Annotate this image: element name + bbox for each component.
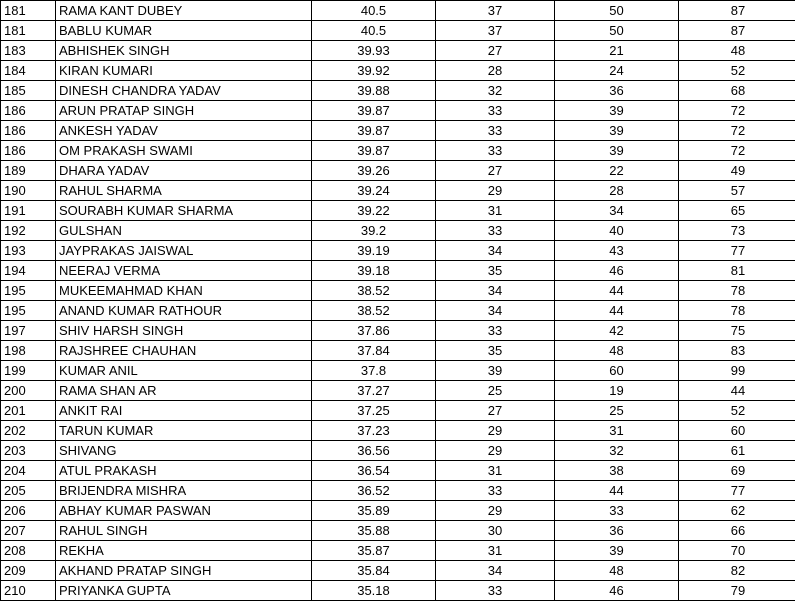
part-b-cell[interactable]: 36 [555,81,679,101]
part-b-cell[interactable]: 44 [555,301,679,321]
name-cell[interactable]: TARUN KUMAR [56,421,312,441]
rank-cell[interactable]: 181 [1,21,56,41]
part-a-cell[interactable]: 34 [436,561,555,581]
score-cell[interactable]: 37.25 [312,401,436,421]
score-cell[interactable]: 39.24 [312,181,436,201]
total-cell[interactable]: 99 [679,361,795,381]
part-a-cell[interactable]: 33 [436,221,555,241]
table-row[interactable] [1,341,795,361]
part-a-cell[interactable]: 34 [436,301,555,321]
score-cell[interactable]: 37.23 [312,421,436,441]
name-cell[interactable]: NEERAJ VERMA [56,261,312,281]
score-cell[interactable]: 39.87 [312,121,436,141]
name-cell[interactable]: RAHUL SINGH [56,521,312,541]
score-cell[interactable]: 39.26 [312,161,436,181]
part-b-cell[interactable]: 42 [555,321,679,341]
total-cell[interactable]: 48 [679,41,795,61]
score-cell[interactable]: 37.84 [312,341,436,361]
part-b-cell[interactable]: 39 [555,121,679,141]
rank-cell[interactable]: 186 [1,141,56,161]
total-cell[interactable]: 77 [679,241,795,261]
total-cell[interactable]: 83 [679,341,795,361]
part-b-cell[interactable]: 24 [555,61,679,81]
part-a-cell[interactable]: 31 [436,461,555,481]
part-b-cell[interactable]: 50 [555,1,679,21]
part-a-cell[interactable]: 29 [436,421,555,441]
table-row[interactable] [1,121,795,141]
rank-cell[interactable]: 203 [1,441,56,461]
results-table-body [1,1,795,601]
total-cell[interactable]: 73 [679,221,795,241]
name-cell[interactable]: ARUN PRATAP SINGH [56,101,312,121]
part-a-cell[interactable]: 28 [436,61,555,81]
table-row[interactable] [1,61,795,81]
total-cell[interactable]: 68 [679,81,795,101]
total-cell[interactable]: 72 [679,141,795,161]
name-cell[interactable]: ANKESH YADAV [56,121,312,141]
part-b-cell[interactable]: 38 [555,461,679,481]
part-a-cell[interactable]: 29 [436,181,555,201]
rank-cell[interactable]: 207 [1,521,56,541]
part-a-cell[interactable]: 27 [436,401,555,421]
part-a-cell[interactable]: 33 [436,481,555,501]
part-a-cell[interactable]: 33 [436,141,555,161]
part-a-cell[interactable]: 37 [436,1,555,21]
name-cell[interactable]: PRIYANKA GUPTA [56,581,312,601]
table-row[interactable] [1,301,795,321]
table-row[interactable] [1,241,795,261]
name-cell[interactable]: RAMA KANT DUBEY [56,1,312,21]
score-cell[interactable]: 37.86 [312,321,436,341]
table-row[interactable] [1,521,795,541]
total-cell[interactable]: 82 [679,561,795,581]
score-cell[interactable]: 39.18 [312,261,436,281]
total-cell[interactable]: 69 [679,461,795,481]
part-a-cell[interactable]: 31 [436,201,555,221]
table-row[interactable] [1,501,795,521]
part-b-cell[interactable]: 28 [555,181,679,201]
rank-cell[interactable]: 194 [1,261,56,281]
rank-cell[interactable]: 208 [1,541,56,561]
table-row[interactable] [1,81,795,101]
part-a-cell[interactable]: 35 [436,341,555,361]
rank-cell[interactable]: 191 [1,201,56,221]
score-cell[interactable]: 35.87 [312,541,436,561]
table-row[interactable] [1,41,795,61]
rank-cell[interactable]: 199 [1,361,56,381]
name-cell[interactable]: SHIV HARSH SINGH [56,321,312,341]
part-a-cell[interactable]: 25 [436,381,555,401]
part-a-cell[interactable]: 33 [436,121,555,141]
score-cell[interactable]: 36.56 [312,441,436,461]
part-a-cell[interactable]: 33 [436,321,555,341]
name-cell[interactable]: RAJSHREE CHAUHAN [56,341,312,361]
total-cell[interactable]: 72 [679,121,795,141]
table-row[interactable] [1,161,795,181]
part-a-cell[interactable]: 27 [436,161,555,181]
part-b-cell[interactable]: 21 [555,41,679,61]
name-cell[interactable]: DHARA YADAV [56,161,312,181]
table-row[interactable] [1,401,795,421]
part-b-cell[interactable]: 39 [555,141,679,161]
part-b-cell[interactable]: 48 [555,561,679,581]
total-cell[interactable]: 44 [679,381,795,401]
table-row[interactable] [1,421,795,441]
name-cell[interactable]: SHIVANG [56,441,312,461]
rank-cell[interactable]: 184 [1,61,56,81]
table-row[interactable] [1,181,795,201]
rank-cell[interactable]: 186 [1,101,56,121]
rank-cell[interactable]: 186 [1,121,56,141]
total-cell[interactable]: 77 [679,481,795,501]
part-b-cell[interactable]: 43 [555,241,679,261]
name-cell[interactable]: DINESH CHANDRA YADAV [56,81,312,101]
rank-cell[interactable]: 190 [1,181,56,201]
name-cell[interactable]: KUMAR ANIL [56,361,312,381]
table-row[interactable] [1,281,795,301]
rank-cell[interactable]: 197 [1,321,56,341]
rank-cell[interactable]: 204 [1,461,56,481]
score-cell[interactable]: 37.8 [312,361,436,381]
name-cell[interactable]: BABLU KUMAR [56,21,312,41]
part-b-cell[interactable]: 19 [555,381,679,401]
name-cell[interactable]: BRIJENDRA MISHRA [56,481,312,501]
score-cell[interactable]: 35.18 [312,581,436,601]
rank-cell[interactable]: 181 [1,1,56,21]
part-b-cell[interactable]: 44 [555,281,679,301]
total-cell[interactable]: 60 [679,421,795,441]
name-cell[interactable]: REKHA [56,541,312,561]
table-row[interactable] [1,441,795,461]
table-row[interactable] [1,541,795,561]
name-cell[interactable]: JAYPRAKAS JAISWAL [56,241,312,261]
total-cell[interactable]: 75 [679,321,795,341]
score-cell[interactable]: 40.5 [312,1,436,21]
table-row[interactable] [1,141,795,161]
total-cell[interactable]: 66 [679,521,795,541]
rank-cell[interactable]: 183 [1,41,56,61]
name-cell[interactable]: ATUL PRAKASH [56,461,312,481]
name-cell[interactable]: MUKEEMAHMAD KHAN [56,281,312,301]
table-row[interactable] [1,361,795,381]
name-cell[interactable]: RAMA SHAN AR [56,381,312,401]
total-cell[interactable]: 87 [679,1,795,21]
name-cell[interactable]: GULSHAN [56,221,312,241]
part-b-cell[interactable]: 46 [555,261,679,281]
score-cell[interactable]: 39.22 [312,201,436,221]
part-a-cell[interactable]: 31 [436,541,555,561]
part-b-cell[interactable]: 48 [555,341,679,361]
table-row[interactable] [1,321,795,341]
total-cell[interactable]: 52 [679,401,795,421]
name-cell[interactable]: ANKIT RAI [56,401,312,421]
rank-cell[interactable]: 201 [1,401,56,421]
name-cell[interactable]: ABHAY KUMAR PASWAN [56,501,312,521]
total-cell[interactable]: 72 [679,101,795,121]
rank-cell[interactable]: 193 [1,241,56,261]
score-cell[interactable]: 39.92 [312,61,436,81]
total-cell[interactable]: 87 [679,21,795,41]
score-cell[interactable]: 35.88 [312,521,436,541]
score-cell[interactable]: 38.52 [312,281,436,301]
score-cell[interactable]: 39.93 [312,41,436,61]
score-cell[interactable]: 36.54 [312,461,436,481]
part-b-cell[interactable]: 34 [555,201,679,221]
part-b-cell[interactable]: 22 [555,161,679,181]
part-b-cell[interactable]: 46 [555,581,679,601]
rank-cell[interactable]: 185 [1,81,56,101]
score-cell[interactable]: 39.88 [312,81,436,101]
score-cell[interactable]: 39.2 [312,221,436,241]
rank-cell[interactable]: 189 [1,161,56,181]
part-a-cell[interactable]: 34 [436,281,555,301]
part-b-cell[interactable]: 44 [555,481,679,501]
part-a-cell[interactable]: 30 [436,521,555,541]
part-b-cell[interactable]: 36 [555,521,679,541]
total-cell[interactable]: 81 [679,261,795,281]
part-a-cell[interactable]: 33 [436,101,555,121]
table-row[interactable] [1,461,795,481]
total-cell[interactable]: 70 [679,541,795,561]
total-cell[interactable]: 49 [679,161,795,181]
name-cell[interactable]: ABHISHEK SINGH [56,41,312,61]
total-cell[interactable]: 57 [679,181,795,201]
score-cell[interactable]: 38.52 [312,301,436,321]
name-cell[interactable]: OM PRAKASH SWAMI [56,141,312,161]
score-cell[interactable]: 40.5 [312,21,436,41]
score-cell[interactable]: 35.84 [312,561,436,581]
table-row[interactable] [1,261,795,281]
total-cell[interactable]: 52 [679,61,795,81]
part-a-cell[interactable]: 27 [436,41,555,61]
score-cell[interactable]: 36.52 [312,481,436,501]
table-row[interactable] [1,561,795,581]
name-cell[interactable]: AKHAND PRATAP SINGH [56,561,312,581]
part-b-cell[interactable]: 33 [555,501,679,521]
name-cell[interactable]: RAHUL SHARMA [56,181,312,201]
total-cell[interactable]: 79 [679,581,795,601]
rank-cell[interactable]: 195 [1,281,56,301]
rank-cell[interactable]: 202 [1,421,56,441]
score-cell[interactable]: 37.27 [312,381,436,401]
part-b-cell[interactable]: 60 [555,361,679,381]
table-row[interactable] [1,201,795,221]
rank-cell[interactable]: 195 [1,301,56,321]
rank-cell[interactable]: 192 [1,221,56,241]
part-b-cell[interactable]: 40 [555,221,679,241]
part-b-cell[interactable]: 39 [555,541,679,561]
total-cell[interactable]: 78 [679,301,795,321]
table-row[interactable] [1,101,795,121]
part-a-cell[interactable]: 39 [436,361,555,381]
part-b-cell[interactable]: 25 [555,401,679,421]
rank-cell[interactable]: 200 [1,381,56,401]
part-a-cell[interactable]: 37 [436,21,555,41]
rank-cell[interactable]: 209 [1,561,56,581]
part-a-cell[interactable]: 35 [436,261,555,281]
table-row[interactable] [1,21,795,41]
score-cell[interactable]: 39.87 [312,101,436,121]
table-row[interactable] [1,221,795,241]
part-a-cell[interactable]: 33 [436,581,555,601]
part-b-cell[interactable]: 50 [555,21,679,41]
rank-cell[interactable]: 205 [1,481,56,501]
score-cell[interactable]: 39.19 [312,241,436,261]
total-cell[interactable]: 65 [679,201,795,221]
table-row[interactable] [1,381,795,401]
name-cell[interactable]: KIRAN KUMARI [56,61,312,81]
table-row[interactable] [1,1,795,21]
rank-cell[interactable]: 206 [1,501,56,521]
table-row[interactable] [1,581,795,601]
part-b-cell[interactable]: 31 [555,421,679,441]
table-row[interactable] [1,481,795,501]
name-cell[interactable]: ANAND KUMAR RATHOUR [56,301,312,321]
rank-cell[interactable]: 198 [1,341,56,361]
rank-cell[interactable]: 210 [1,581,56,601]
total-cell[interactable]: 78 [679,281,795,301]
part-a-cell[interactable]: 29 [436,441,555,461]
total-cell[interactable]: 61 [679,441,795,461]
part-a-cell[interactable]: 32 [436,81,555,101]
score-cell[interactable]: 39.87 [312,141,436,161]
score-cell[interactable]: 35.89 [312,501,436,521]
part-b-cell[interactable]: 39 [555,101,679,121]
part-a-cell[interactable]: 29 [436,501,555,521]
name-cell[interactable]: SOURABH KUMAR SHARMA [56,201,312,221]
part-b-cell[interactable]: 32 [555,441,679,461]
part-a-cell[interactable]: 34 [436,241,555,261]
total-cell[interactable]: 62 [679,501,795,521]
